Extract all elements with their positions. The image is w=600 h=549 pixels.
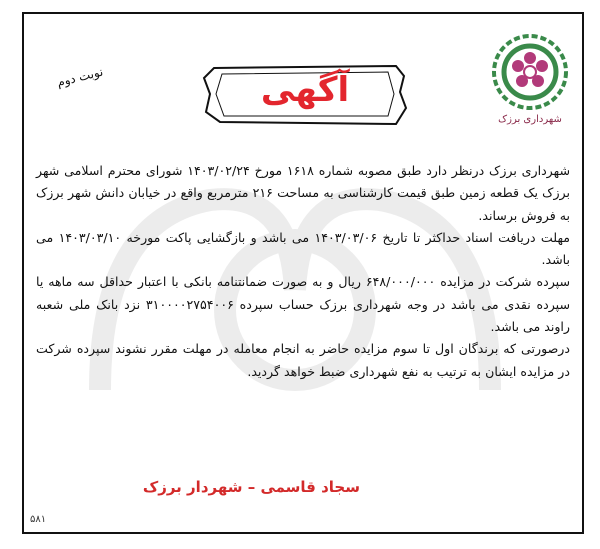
municipality-logo bbox=[488, 30, 572, 140]
signature-line: سجاد قاسمی – شهردار برزک bbox=[142, 478, 360, 496]
paragraph: شهرداری برزک درنظر دارد طبق مصوبه شماره ۱۶۱۸ مورخ ۱۴۰۳/۰۲/۲۴ شورای محترم اسلامی شهر برزک یک قطعه زمین طبق قیمت کارشناسی به مساحت ۲۱۶ مترمربع واقع در خیابان دانش شهر برزک به فروش برساند. bbox=[36, 163, 570, 223]
paragraph: مهلت دریافت اسناد حداکثر تا تاریخ ۱۴۰۳/۰۳/۰۶ می باشد و بازگشایی پاکت مورخه ۱۴۰۳/۰۳/۱۰ می باشد. bbox=[36, 229, 570, 268]
title-banner bbox=[200, 62, 410, 128]
logo-caption: شهرداری برزک bbox=[498, 114, 562, 125]
second-round-badge: نوبت دوم bbox=[55, 64, 105, 90]
paragraph: سپرده شرکت در مزایده ۶۴۸/۰۰۰/۰۰۰ ریال و به صورت ضمانتنامه بانکی با اعتبار حداقل سه ماهه یا سپرده نقدی می باشد در وجه شهرداری برزک حساب سپرده ۳۱۰۰۰۰۲۷۵۴۰۰۶ نزد بانک ملی شعبه راوند می باشد. bbox=[36, 274, 570, 335]
ad-code: ۵۸۱ bbox=[30, 514, 47, 525]
paragraph: درصورتی که برندگان اول تا سوم مزایده حاضر به انجام معامله در مهلت مقرر نشوند سپرده شرکت در مزایده ایشان به ترتیب به نفع شهرداری ضبط خواهد گردید. bbox=[36, 341, 570, 379]
notice-body bbox=[36, 160, 570, 383]
notice-title: آگهی bbox=[260, 70, 350, 110]
logo-emblem-icon bbox=[488, 30, 572, 114]
